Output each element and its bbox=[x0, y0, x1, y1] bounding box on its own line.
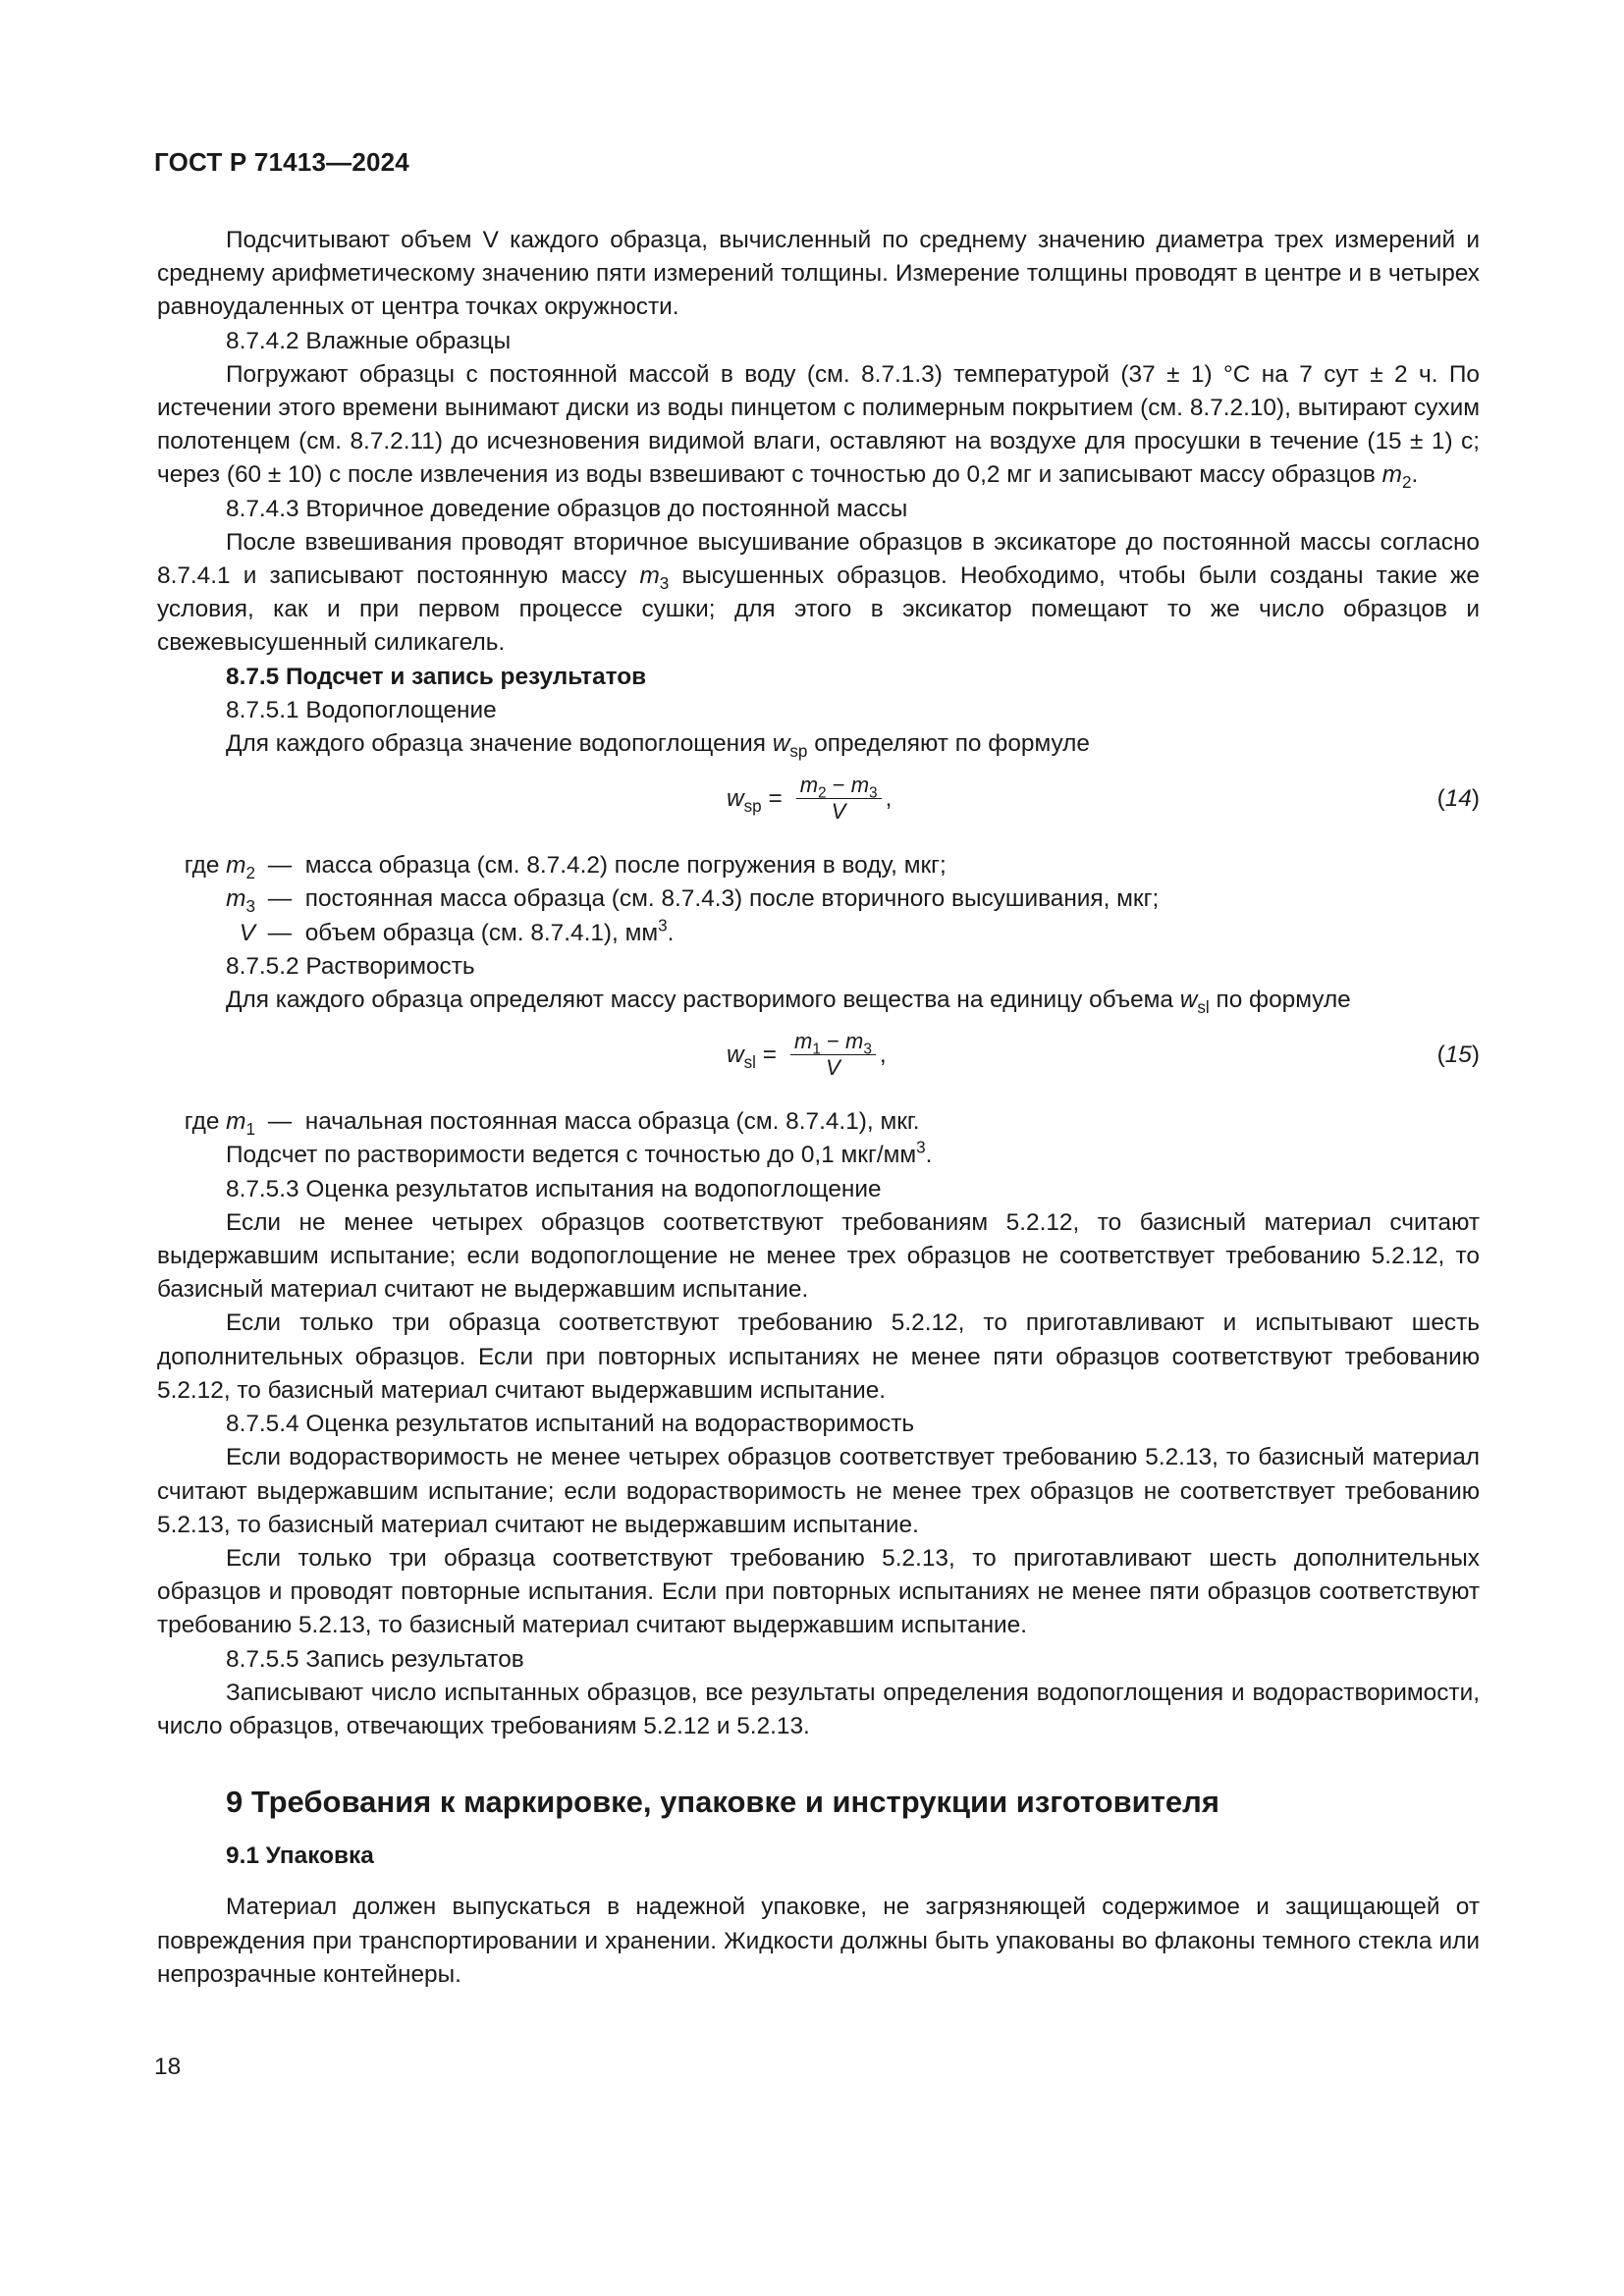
formula-expression: $w_{sp}$ = $\frac{m_2 - m_3}{V}$ , bbox=[727, 773, 893, 825]
clause-heading-8-7-5-5: 8.7.5.5 Запись результатов bbox=[226, 1645, 524, 1673]
body-text bbox=[157, 224, 1480, 1992]
paragraph: Если водорастворимость не менее четырех образцов соответствует требованию 5.2.13, то базисный материал считают выдержавшим испытание; если водорастворимость не менее трех образцов не соответствует требованию 5.2.13, то базисный материал считают не выдержавшим испытание. bbox=[157, 1444, 1480, 1538]
paragraph: Если не менее четырех образцов соответствуют требованиям 5.2.12, то базисный материал считают выдержавшим испытание; если водопоглощение не менее трех образцов не соответствует требованию 5.2.12, то базисный материал считают не выдержавшим испытание. bbox=[157, 1208, 1480, 1304]
clause-heading-8-7-5: 8.7.5 Подсчет и запись результатов bbox=[226, 663, 647, 690]
clause-heading-8-7-5-3: 8.7.5.3 Оценка результатов испытания на водопоглощение bbox=[226, 1175, 882, 1202]
standard-code: ГОСТ Р 71413—2024 bbox=[154, 147, 409, 177]
legend-row: где $m_2$ — масса образца (см. 8.7.4.2) после погружения в воду, мкг; bbox=[184, 852, 947, 883]
paragraph: Подсчет по растворимости ведется с точностью до 0,1 мкг/$мм^3$. bbox=[226, 1139, 933, 1169]
paragraph: Для каждого образца значение водопоглощения $w_{sp}$ определяют по формуле bbox=[226, 730, 1090, 762]
page-number: 18 bbox=[154, 2054, 182, 2080]
clause-heading-8-7-5-4: 8.7.5.4 Оценка результатов испытаний на водорастворимость bbox=[226, 1411, 915, 1438]
paragraph: Погружают образцы с постоянной массой в воду (см. 8.7.1.3) температурой (37 ± 1) °С на 7 сут ± 2 ч. По истечении этого времени вынимают диски из воды пинцетом с полимерным покрытием (см. 8.7.2.10), вытирают сухим полотенцем (см. 8.7.2.11) до исчезновения видимой влаги, оставляют на воздухе для просушки в течение (15 ± 1) с; через (60 ± 10) с после извлечения из воды взвешивают с точностью до 0,2 мг и записывают массу образцов $m_2$. bbox=[157, 360, 1480, 493]
paragraph: Записывают число испытанных образцов, все результаты определения водопоглощения и водорастворимости, число образцов, отвечающих требованиям 5.2.12 и 5.2.13. bbox=[157, 1679, 1480, 1739]
paragraph: Если только три образца соответствуют требованию 5.2.12, то приготавливают и испытывают шесть дополнительных образцов. Если при повторных испытаниях не менее пяти образцов соответствуют требованию 5.2.12, то базисный материал считают выдержавшим испытание. bbox=[157, 1309, 1480, 1404]
clause-heading-8-7-5-2: 8.7.5.2 Растворимость bbox=[226, 952, 475, 980]
subsection-heading-9-1: 9.1 Упаковка bbox=[226, 1842, 374, 1870]
paragraph: Если только три образца соответствуют требованию 5.2.13, то приготавливают шесть дополнительных образцов и проводят повторные испытания. Если при повторных испытаниях не менее пяти образцов соответствуют требованию 5.2.13, то базисный материал считают выдержавшим испытание. bbox=[157, 1544, 1480, 1639]
paragraph: Для каждого образца определяют массу растворимого вещества на единицу объема $w_{sl}$ по формуле bbox=[226, 987, 1351, 1018]
section-heading-9: 9 Требования к маркировке, упаковке и инструкции изготовителя bbox=[226, 1785, 1219, 1820]
formula-number: (15) bbox=[1436, 1041, 1480, 1069]
clause-heading-8-7-4-3: 8.7.4.3 Вторичное доведение образцов до постоянной массы bbox=[226, 495, 908, 522]
fraction: $\frac{m_2 - m_3}{V}$ bbox=[796, 773, 882, 825]
formula-14 bbox=[157, 769, 1480, 835]
legend-row: $m_3$ — постоянная масса образца (см. 8.7.4.3) после вторичного высушивания, мкг; bbox=[226, 885, 1160, 917]
paragraph: Материал должен выпускаться в надежной упаковке, не загрязняющей содержимое и защищающей от повреждения при транспортировании и хранении. Жидкости должны быть упакованы во флаконы темного стекла или непрозрачные контейнеры. bbox=[157, 1894, 1480, 1988]
clause-heading-8-7-5-1: 8.7.5.1 Водопоглощение bbox=[226, 696, 497, 723]
formula-15 bbox=[157, 1025, 1480, 1092]
paragraph: После взвешивания проводят вторичное высушивание образцов в эксикаторе до постоянной массы согласно 8.7.4.1 и записывают постоянную массу $m_3$ высушенных образцов. Необходимо, чтобы были созданы такие же условия, как и при первом процессе сушки; для этого в эксикатор помещают то же число образцов и свежевысушенный силикагель. bbox=[157, 528, 1480, 657]
legend-row: где $m_1$ — начальная постоянная масса образца (см. 8.7.4.1), мкг. bbox=[184, 1108, 920, 1140]
paragraph: Подсчитывают объем V каждого образца, вычисленный по среднему значению диаметра трех измерений и среднему арифметическому значению пяти измерений толщины. Измерение толщины проводят в центре и в четырех равноудаленных от центра точках окружности. bbox=[157, 227, 1480, 321]
legend-row: V — объем образца (см. 8.7.4.1), $мм^3$. bbox=[239, 916, 675, 946]
clause-heading-8-7-4-2: 8.7.4.2 Влажные образцы bbox=[226, 327, 512, 354]
formula-number: (14) bbox=[1436, 785, 1480, 813]
formula-expression: $w_{sl}$ = $\frac{m_1 - m_3}{V}$ , bbox=[727, 1029, 887, 1081]
fraction: $\frac{m_1 - m_3}{V}$ bbox=[790, 1029, 876, 1081]
